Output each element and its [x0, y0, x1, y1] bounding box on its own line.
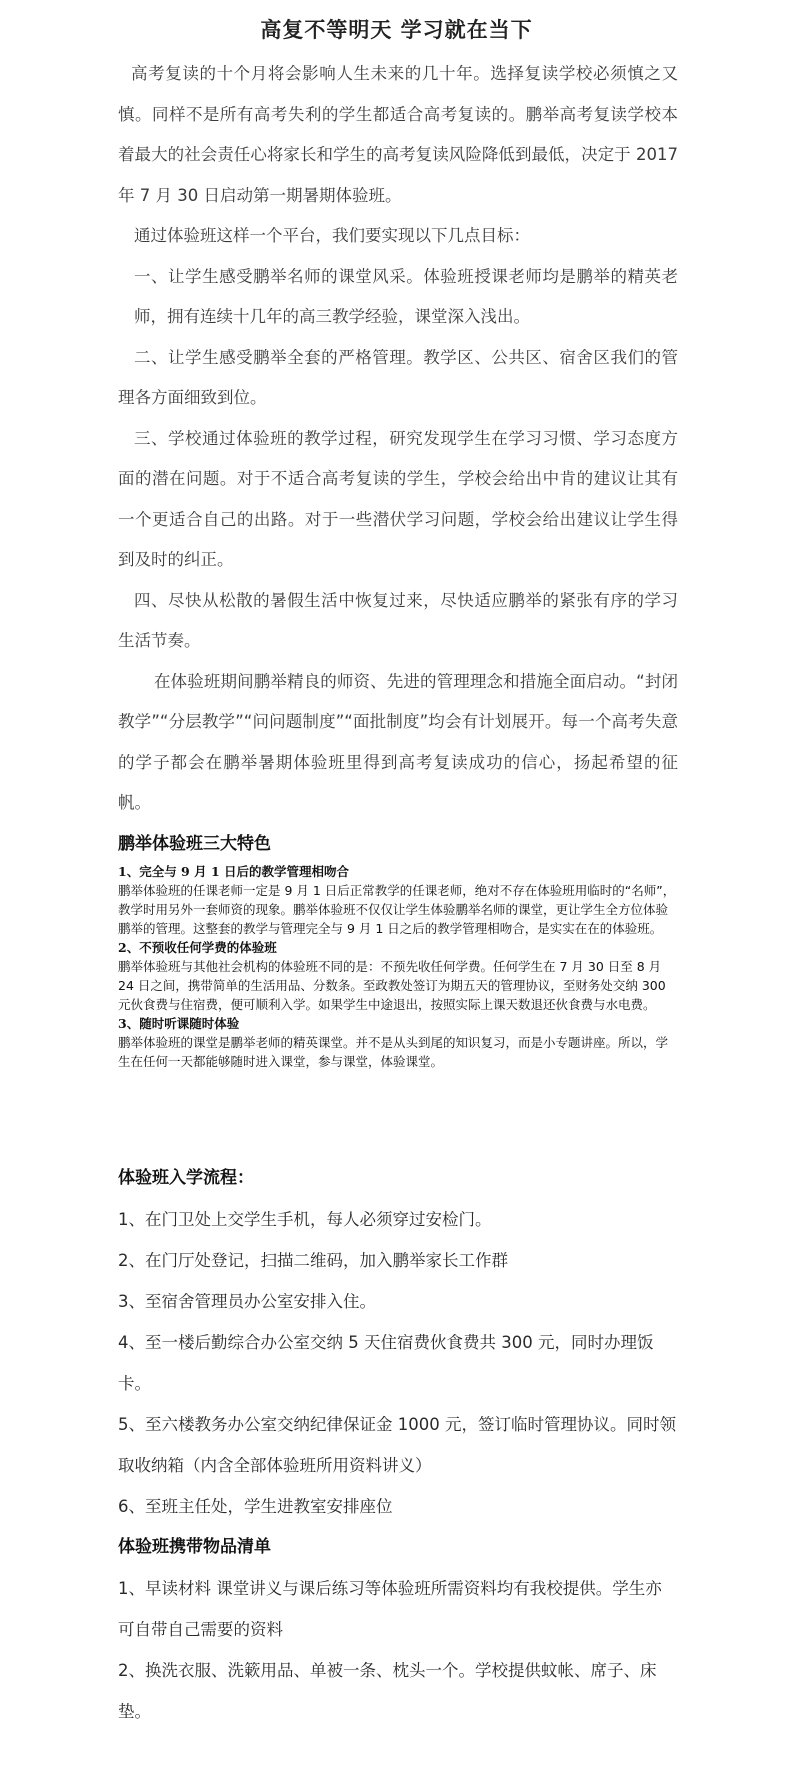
- intro-closing-paragraph: 在体验班期间鹏举精良的师资、先进的管理理念和措施全面启动。“封闭教学”“分层教学”“问问题制度”“面批制度”均会有计划展开。每一个高考失意的学子都会在鹏举暑期体验班里得到高考复读成功的信心，扬起希望的征帆。: [118, 671, 678, 812]
- feature-body: 鹏举体验班的任课老师一定是 9 月 1 日后正常教学的任课老师，绝对不存在体验班用临时的“名师”，教学时用另外一套师资的现象。鹏举体验班不仅仅让学生体验鹏举名师的课堂，更让学生全方位体验鹏举的管理。这整套的教学与管理完全与 9 月 1 日之后的教学管理相吻合，是实实在在的体验班。: [118, 883, 676, 936]
- feature-body: 鹏举体验班与其他社会机构的体验班不同的是：不预先收任何学费。任何学生在 7 月 30 日至 8 月 24 日之间，携带简单的生活用品、分数条。至政教处签订为期五天的管理协议，至财务处交纳 300 元伙食费与住宿费，便可顺利入学。如果学生中途退出，按照实际上课天数退还伙食费与水电费。: [118, 959, 666, 1012]
- process-heading: 体验班入学流程：: [118, 1168, 254, 1188]
- features-heading: 鹏举体验班三大特色: [118, 834, 271, 854]
- goal-item: 三、学校通过体验班的教学过程，研究发现学生在学习习惯、学习态度方面的潜在问题。对于不适合高考复读的学生，学校会给出中肯的建议让其有一个更适合自己的出路。对于一些潜伏学习问题，学校会给出建议让学生得到及时的纠正。: [118, 428, 678, 569]
- checklist-item: 2、换洗衣服、洗簌用品、单被一条、枕头一个。学校提供蚊帐、席子、床垫。: [118, 1661, 657, 1721]
- feature-title: 1、完全与 9 月 1 日后的教学管理相吻合: [118, 864, 350, 879]
- checklist-item: 1、早读材料 课堂讲义与课后练习等体验班所需资料均有我校提供。学生亦可自带自己需要的资料: [118, 1579, 662, 1639]
- goal-item: 二、让学生感受鹏举全套的严格管理。教学区、公共区、宿舍区我们的管理各方面细致到位。: [118, 347, 678, 407]
- page-title: 高复不等明天 学习就在当下: [260, 17, 533, 42]
- process-step: 4、至一楼后勤综合办公室交纳 5 天住宿费伙食费共 300 元，同时办理饭卡。: [118, 1333, 654, 1393]
- feature-title: 3、随时听课随时体验: [118, 1016, 240, 1031]
- intro-goals-lead: 通过体验班这样一个平台，我们要实现以下几点目标：: [134, 226, 530, 245]
- intro-paragraph: 高考复读的十个月将会影响人生未来的几十年。选择复读学校必须慎之又慎。同样不是所有高考失利的学生都适合高考复读的。鹏举高考复读学校本着最大的社会责任心将家长和学生的高考复读风险降低到最低，决定于 2017 年 7 月 30 日启动第一期暑期体验班。: [118, 64, 678, 205]
- checklist-heading: 体验班携带物品清单: [118, 1537, 271, 1557]
- process-step: 1、在门卫处上交学生手机，每人必须穿过安检门。: [118, 1210, 492, 1229]
- feature-title: 2、不预收任何学费的体验班: [118, 940, 277, 955]
- process-step: 2、在门厅处登记，扫描二维码，加入鹏举家长工作群: [118, 1251, 508, 1270]
- process-step: 3、至宿舍管理员办公室安排入住。: [118, 1292, 376, 1311]
- intro-section: [118, 54, 678, 824]
- enrollment-section: [118, 1158, 678, 1732]
- goal-item: 一、让学生感受鹏举名师的课堂风采。体验班授课老师均是鹏举的精英老师，拥有连续十几年的高三教学经验，课堂深入浅出。: [134, 266, 678, 326]
- features-section: [118, 830, 678, 1071]
- feature-body: 鹏举体验班的课堂是鹏举老师的精英课堂。并不是从头到尾的知识复习，而是小专题讲座。所以，学生在任何一天都能够随时进入课堂，参与课堂，体验课堂。: [118, 1035, 669, 1069]
- process-step: 6、至班主任处，学生进教室安排座位: [118, 1497, 393, 1516]
- process-step: 5、至六楼教务办公室交纳纪律保证金 1000 元，签订临时管理协议。同时领取收纳箱（内含全部体验班所用资料讲义）: [118, 1415, 676, 1475]
- goal-item: 四、尽快从松散的暑假生活中恢复过来，尽快适应鹏举的紧张有序的学习生活节奏。: [118, 590, 678, 650]
